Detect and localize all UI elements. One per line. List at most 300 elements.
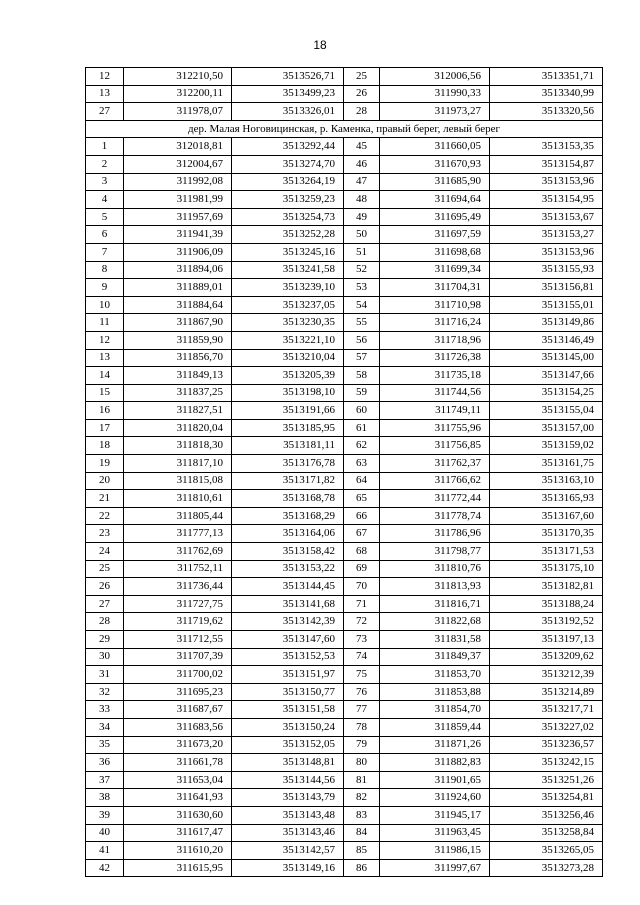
x-coordinate-cell: 311766,62 [380,472,490,490]
x-coordinate-cell: 311997,67 [380,859,490,877]
point-number-cell: 81 [344,771,380,789]
point-number-cell: 86 [344,859,380,877]
point-number-cell: 20 [86,472,124,490]
table-row [86,384,603,402]
y-coordinate-cell: 3513164,06 [232,525,344,543]
table-row [86,138,603,156]
y-coordinate-cell: 3513150,24 [232,718,344,736]
y-coordinate-cell: 3513265,05 [490,842,603,860]
x-coordinate-cell: 311849,13 [124,367,232,385]
point-number-cell: 15 [86,384,124,402]
y-coordinate-cell: 3513236,57 [490,736,603,754]
table-row [86,507,603,525]
point-number-cell: 80 [344,754,380,772]
y-coordinate-cell: 3513326,01 [232,103,344,121]
table-row [86,578,603,596]
x-coordinate-cell: 311615,95 [124,859,232,877]
point-number-cell: 11 [86,314,124,332]
x-coordinate-cell: 312006,56 [380,68,490,86]
y-coordinate-cell: 3513153,67 [490,208,603,226]
x-coordinate-cell: 311831,58 [380,631,490,649]
x-coordinate-cell: 312004,67 [124,155,232,173]
x-coordinate-cell: 311694,64 [380,191,490,209]
point-number-cell: 42 [86,859,124,877]
table-row [86,595,603,613]
y-coordinate-cell: 3513227,02 [490,718,603,736]
point-number-cell: 66 [344,507,380,525]
table-row [86,402,603,420]
table-row [86,243,603,261]
point-number-cell: 71 [344,595,380,613]
y-coordinate-cell: 3513252,28 [232,226,344,244]
point-number-cell: 79 [344,736,380,754]
point-number-cell: 33 [86,701,124,719]
y-coordinate-cell: 3513155,04 [490,402,603,420]
point-number-cell: 70 [344,578,380,596]
x-coordinate-cell: 311755,96 [380,419,490,437]
x-coordinate-cell: 311727,75 [124,595,232,613]
y-coordinate-cell: 3513230,35 [232,314,344,332]
y-coordinate-cell: 3513163,10 [490,472,603,490]
table-row [86,279,603,297]
y-coordinate-cell: 3513205,39 [232,367,344,385]
x-coordinate-cell: 311820,04 [124,419,232,437]
point-number-cell: 39 [86,806,124,824]
x-coordinate-cell: 311867,90 [124,314,232,332]
y-coordinate-cell: 3513258,84 [490,824,603,842]
point-number-cell: 2 [86,155,124,173]
y-coordinate-cell: 3513154,95 [490,191,603,209]
x-coordinate-cell: 311815,08 [124,472,232,490]
table-row [86,455,603,473]
y-coordinate-cell: 3513146,49 [490,331,603,349]
point-number-cell: 48 [344,191,380,209]
point-number-cell: 25 [86,560,124,578]
y-coordinate-cell: 3513185,95 [232,419,344,437]
y-coordinate-cell: 3513191,66 [232,402,344,420]
table-row [86,173,603,191]
y-coordinate-cell: 3513153,96 [490,243,603,261]
point-number-cell: 18 [86,437,124,455]
x-coordinate-cell: 311752,11 [124,560,232,578]
x-coordinate-cell: 311786,96 [380,525,490,543]
y-coordinate-cell: 3513157,00 [490,419,603,437]
y-coordinate-cell: 3513188,24 [490,595,603,613]
table-row [86,191,603,209]
point-number-cell: 40 [86,824,124,842]
y-coordinate-cell: 3513217,71 [490,701,603,719]
y-coordinate-cell: 3513254,73 [232,208,344,226]
y-coordinate-cell: 3513151,97 [232,666,344,684]
table-row [86,85,603,103]
x-coordinate-cell: 311617,47 [124,824,232,842]
x-coordinate-cell: 311854,70 [380,701,490,719]
table-row [86,296,603,314]
point-number-cell: 24 [86,543,124,561]
y-coordinate-cell: 3513141,68 [232,595,344,613]
x-coordinate-cell: 311698,68 [380,243,490,261]
x-coordinate-cell: 311882,83 [380,754,490,772]
x-coordinate-cell: 311641,93 [124,789,232,807]
point-number-cell: 47 [344,173,380,191]
x-coordinate-cell: 311849,37 [380,648,490,666]
x-coordinate-cell: 311726,38 [380,349,490,367]
x-coordinate-cell: 311963,45 [380,824,490,842]
table-row [86,771,603,789]
y-coordinate-cell: 3513142,39 [232,613,344,631]
x-coordinate-cell: 311660,05 [380,138,490,156]
point-number-cell: 9 [86,279,124,297]
point-number-cell: 53 [344,279,380,297]
y-coordinate-cell: 3513351,71 [490,68,603,86]
point-number-cell: 46 [344,155,380,173]
y-coordinate-cell: 3513149,16 [232,859,344,877]
y-coordinate-cell: 3513242,15 [490,754,603,772]
y-coordinate-cell: 3513273,28 [490,859,603,877]
point-number-cell: 72 [344,613,380,631]
x-coordinate-cell: 311710,98 [380,296,490,314]
y-coordinate-cell: 3513159,02 [490,437,603,455]
x-coordinate-cell: 311683,56 [124,718,232,736]
x-coordinate-cell: 311957,69 [124,208,232,226]
x-coordinate-cell: 311762,37 [380,455,490,473]
point-number-cell: 58 [344,367,380,385]
table-row [86,842,603,860]
point-number-cell: 67 [344,525,380,543]
y-coordinate-cell: 3513143,46 [232,824,344,842]
point-number-cell: 54 [344,296,380,314]
y-coordinate-cell: 3513181,11 [232,437,344,455]
point-number-cell: 77 [344,701,380,719]
y-coordinate-cell: 3513340,99 [490,85,603,103]
point-number-cell: 30 [86,648,124,666]
table-row [86,806,603,824]
x-coordinate-cell: 311661,78 [124,754,232,772]
x-coordinate-cell: 311685,90 [380,173,490,191]
y-coordinate-cell: 3513264,19 [232,173,344,191]
point-number-cell: 52 [344,261,380,279]
section-title: дер. Малая Ноговицинская, р. Каменка, правый берег, левый берег [86,120,603,138]
y-coordinate-cell: 3513147,60 [232,631,344,649]
table-row [86,613,603,631]
point-number-cell: 36 [86,754,124,772]
table-row [86,226,603,244]
y-coordinate-cell: 3513171,53 [490,543,603,561]
point-number-cell: 51 [344,243,380,261]
y-coordinate-cell: 3513221,10 [232,331,344,349]
table-row [86,666,603,684]
point-number-cell: 22 [86,507,124,525]
point-number-cell: 56 [344,331,380,349]
x-coordinate-cell: 311697,59 [380,226,490,244]
y-coordinate-cell: 3513161,75 [490,455,603,473]
table-row [86,789,603,807]
point-number-cell: 27 [86,595,124,613]
table-row [86,155,603,173]
point-number-cell: 69 [344,560,380,578]
point-number-cell: 29 [86,631,124,649]
x-coordinate-cell: 311736,44 [124,578,232,596]
point-number-cell: 1 [86,138,124,156]
table-row [86,824,603,842]
table-row [86,525,603,543]
table-row [86,103,603,121]
point-number-cell: 83 [344,806,380,824]
x-coordinate-cell: 311772,44 [380,490,490,508]
y-coordinate-cell: 3513168,78 [232,490,344,508]
y-coordinate-cell: 3513156,81 [490,279,603,297]
y-coordinate-cell: 3513150,77 [232,683,344,701]
y-coordinate-cell: 3513152,53 [232,648,344,666]
x-coordinate-cell: 311818,30 [124,437,232,455]
point-number-cell: 61 [344,419,380,437]
y-coordinate-cell: 3513147,66 [490,367,603,385]
x-coordinate-cell: 311871,26 [380,736,490,754]
table-row [86,437,603,455]
point-number-cell: 85 [344,842,380,860]
x-coordinate-cell: 311906,09 [124,243,232,261]
y-coordinate-cell: 3513155,93 [490,261,603,279]
x-coordinate-cell: 311762,69 [124,543,232,561]
table-row [86,331,603,349]
coordinates-table [85,67,603,877]
x-coordinate-cell: 311749,11 [380,402,490,420]
x-coordinate-cell: 311856,70 [124,349,232,367]
x-coordinate-cell: 311853,70 [380,666,490,684]
table-row [86,68,603,86]
y-coordinate-cell: 3513143,48 [232,806,344,824]
x-coordinate-cell: 311859,44 [380,718,490,736]
point-number-cell: 84 [344,824,380,842]
x-coordinate-cell: 311992,08 [124,173,232,191]
y-coordinate-cell: 3513245,16 [232,243,344,261]
point-number-cell: 7 [86,243,124,261]
point-number-cell: 8 [86,261,124,279]
table-row [86,736,603,754]
y-coordinate-cell: 3513149,86 [490,314,603,332]
x-coordinate-cell: 311901,65 [380,771,490,789]
table-row [86,419,603,437]
x-coordinate-cell: 311884,64 [124,296,232,314]
y-coordinate-cell: 3513167,60 [490,507,603,525]
x-coordinate-cell: 311653,04 [124,771,232,789]
y-coordinate-cell: 3513155,01 [490,296,603,314]
y-coordinate-cell: 3513170,35 [490,525,603,543]
x-coordinate-cell: 311805,44 [124,507,232,525]
x-coordinate-cell: 311707,39 [124,648,232,666]
y-coordinate-cell: 3513256,46 [490,806,603,824]
y-coordinate-cell: 3513210,04 [232,349,344,367]
point-number-cell: 4 [86,191,124,209]
y-coordinate-cell: 3513198,10 [232,384,344,402]
x-coordinate-cell: 311924,60 [380,789,490,807]
point-number-cell: 28 [86,613,124,631]
point-number-cell: 65 [344,490,380,508]
point-number-cell: 45 [344,138,380,156]
x-coordinate-cell: 311756,85 [380,437,490,455]
y-coordinate-cell: 3513145,00 [490,349,603,367]
point-number-cell: 38 [86,789,124,807]
point-number-cell: 74 [344,648,380,666]
point-number-cell: 49 [344,208,380,226]
table-row [86,490,603,508]
table-row [86,472,603,490]
y-coordinate-cell: 3513151,58 [232,701,344,719]
point-number-cell: 10 [86,296,124,314]
y-coordinate-cell: 3513212,39 [490,666,603,684]
point-number-cell: 16 [86,402,124,420]
y-coordinate-cell: 3513154,87 [490,155,603,173]
point-number-cell: 26 [86,578,124,596]
point-number-cell: 28 [344,103,380,121]
y-coordinate-cell: 3513143,79 [232,789,344,807]
x-coordinate-cell: 311973,27 [380,103,490,121]
point-number-cell: 34 [86,718,124,736]
point-number-cell: 31 [86,666,124,684]
y-coordinate-cell: 3513251,26 [490,771,603,789]
y-coordinate-cell: 3513165,93 [490,490,603,508]
y-coordinate-cell: 3513499,23 [232,85,344,103]
x-coordinate-cell: 311986,15 [380,842,490,860]
y-coordinate-cell: 3513176,78 [232,455,344,473]
y-coordinate-cell: 3513168,29 [232,507,344,525]
point-number-cell: 14 [86,367,124,385]
point-number-cell: 37 [86,771,124,789]
x-coordinate-cell: 311822,68 [380,613,490,631]
y-coordinate-cell: 3513148,81 [232,754,344,772]
x-coordinate-cell: 311813,93 [380,578,490,596]
x-coordinate-cell: 311941,39 [124,226,232,244]
x-coordinate-cell: 311827,51 [124,402,232,420]
x-coordinate-cell: 311744,56 [380,384,490,402]
table-row [86,208,603,226]
y-coordinate-cell: 3513237,05 [232,296,344,314]
point-number-cell: 64 [344,472,380,490]
point-number-cell: 76 [344,683,380,701]
point-number-cell: 26 [344,85,380,103]
x-coordinate-cell: 311837,25 [124,384,232,402]
point-number-cell: 12 [86,68,124,86]
x-coordinate-cell: 312200,11 [124,85,232,103]
table-row [86,754,603,772]
point-number-cell: 32 [86,683,124,701]
x-coordinate-cell: 311978,07 [124,103,232,121]
x-coordinate-cell: 311798,77 [380,543,490,561]
x-coordinate-cell: 311716,24 [380,314,490,332]
x-coordinate-cell: 311810,76 [380,560,490,578]
point-number-cell: 19 [86,455,124,473]
y-coordinate-cell: 3513292,44 [232,138,344,156]
point-number-cell: 35 [86,736,124,754]
point-number-cell: 55 [344,314,380,332]
x-coordinate-cell: 311718,96 [380,331,490,349]
x-coordinate-cell: 311778,74 [380,507,490,525]
y-coordinate-cell: 3513144,45 [232,578,344,596]
x-coordinate-cell: 311670,93 [380,155,490,173]
point-number-cell: 21 [86,490,124,508]
x-coordinate-cell: 311695,23 [124,683,232,701]
y-coordinate-cell: 3513153,22 [232,560,344,578]
x-coordinate-cell: 311981,99 [124,191,232,209]
table-row [86,314,603,332]
point-number-cell: 23 [86,525,124,543]
table-row [86,349,603,367]
y-coordinate-cell: 3513254,81 [490,789,603,807]
point-number-cell: 75 [344,666,380,684]
y-coordinate-cell: 3513320,56 [490,103,603,121]
x-coordinate-cell: 311700,02 [124,666,232,684]
x-coordinate-cell: 311889,01 [124,279,232,297]
y-coordinate-cell: 3513197,13 [490,631,603,649]
point-number-cell: 6 [86,226,124,244]
x-coordinate-cell: 312018,81 [124,138,232,156]
x-coordinate-cell: 311699,34 [380,261,490,279]
table-row [86,859,603,877]
point-number-cell: 13 [86,349,124,367]
x-coordinate-cell: 311687,67 [124,701,232,719]
table-row [86,718,603,736]
y-coordinate-cell: 3513209,62 [490,648,603,666]
y-coordinate-cell: 3513239,10 [232,279,344,297]
point-number-cell: 17 [86,419,124,437]
page-number: 18 [313,38,327,52]
point-number-cell: 68 [344,543,380,561]
x-coordinate-cell: 311816,71 [380,595,490,613]
x-coordinate-cell: 311810,61 [124,490,232,508]
table-row [86,701,603,719]
y-coordinate-cell: 3513153,27 [490,226,603,244]
point-number-cell: 62 [344,437,380,455]
x-coordinate-cell: 311853,88 [380,683,490,701]
y-coordinate-cell: 3513142,57 [232,842,344,860]
point-number-cell: 12 [86,331,124,349]
point-number-cell: 13 [86,85,124,103]
x-coordinate-cell: 311712,55 [124,631,232,649]
x-coordinate-cell: 311894,06 [124,261,232,279]
point-number-cell: 73 [344,631,380,649]
x-coordinate-cell: 311673,20 [124,736,232,754]
table-row [86,683,603,701]
point-number-cell: 25 [344,68,380,86]
table-row [86,631,603,649]
x-coordinate-cell: 311735,18 [380,367,490,385]
x-coordinate-cell: 311630,60 [124,806,232,824]
point-number-cell: 50 [344,226,380,244]
point-number-cell: 82 [344,789,380,807]
x-coordinate-cell: 311610,20 [124,842,232,860]
point-number-cell: 27 [86,103,124,121]
point-number-cell: 41 [86,842,124,860]
y-coordinate-cell: 3513241,58 [232,261,344,279]
x-coordinate-cell: 312210,50 [124,68,232,86]
point-number-cell: 3 [86,173,124,191]
table-row [86,543,603,561]
y-coordinate-cell: 3513192,52 [490,613,603,631]
point-number-cell: 57 [344,349,380,367]
section-row [86,120,603,138]
y-coordinate-cell: 3513214,89 [490,683,603,701]
table-row [86,367,603,385]
table-row [86,560,603,578]
table-row [86,261,603,279]
y-coordinate-cell: 3513182,81 [490,578,603,596]
y-coordinate-cell: 3513175,10 [490,560,603,578]
table-row [86,648,603,666]
y-coordinate-cell: 3513158,42 [232,543,344,561]
x-coordinate-cell: 311859,90 [124,331,232,349]
y-coordinate-cell: 3513171,82 [232,472,344,490]
point-number-cell: 78 [344,718,380,736]
